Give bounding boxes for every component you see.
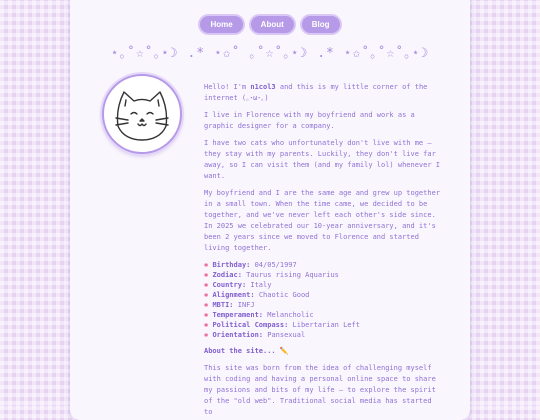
fact-item: ✱ Country: Italy	[204, 281, 272, 289]
username: n1col3	[250, 83, 276, 91]
paragraph-cats: I have two cats who unfortunately don't live with me — they stay with my parents. Luckily, they don't live far away, so I can visit them (and my family lol) whenever I want.	[204, 139, 441, 180]
star-bullet-icon: ✱	[204, 321, 209, 329]
fact-item: ✱ MBTI: INFJ	[204, 301, 255, 309]
site-paragraph: This site was born from the idea of challenging myself with coding and having a personal online space to share my passions and bits of my life — to explore the spirit of the "old web". Traditional social media has started to	[204, 364, 436, 416]
star-bullet-icon: ✱	[204, 301, 209, 309]
fact-item: ✱ Zodiac: Taurus rising Aquarius	[204, 271, 339, 279]
main-card	[70, 0, 470, 420]
star-divider: ⋆｡˚☆˚｡⋆☽ .* ⋆✩˚ ｡˚☆˚｡⋆☽ .* ⋆✩˚｡˚☆˚｡⋆☽	[110, 46, 430, 61]
about-content	[204, 82, 440, 420]
top-nav	[70, 16, 470, 33]
fact-item: ✱ Temperament: Melancholic	[204, 311, 314, 319]
star-bullet-icon: ✱	[204, 311, 209, 319]
paragraph-location: I live in Florence with my boyfriend and work as a graphic designer for a company.	[204, 111, 415, 130]
avatar	[102, 74, 182, 154]
nav-blog-button[interactable]: Blog	[302, 16, 340, 33]
star-bullet-icon: ✱	[204, 291, 209, 299]
star-bullet-icon: ✱	[204, 261, 209, 269]
nav-about-button[interactable]: About	[251, 16, 294, 33]
paragraph-boyfriend: My boyfriend and I are the same age and grew up together in a small town. When the time came, we decided to be together, and we've never left each other's side since. In 2025 we celebrated our 10-year anniversary, and it's been 2 years since we moved to Florence and started living together.	[204, 189, 441, 252]
nav-home-button[interactable]: Home	[200, 16, 242, 33]
fact-item: ✱ Political Compass: Libertarian Left	[204, 321, 360, 329]
fact-item: ✱ Alignment: Chaotic Good	[204, 291, 310, 299]
star-bullet-icon: ✱	[204, 331, 209, 339]
fact-item: ✱ Birthday: 04/05/1997	[204, 261, 297, 269]
intro-paragraph: Hello! I'm n1col3 and this is my little corner of the internet (｡･ω･｡)	[204, 83, 428, 102]
fact-item: ✱ Orientation: Pansexual	[204, 331, 306, 339]
star-bullet-icon: ✱	[204, 281, 209, 289]
star-bullet-icon: ✱	[204, 271, 209, 279]
site-section-title: About the site... ✏️	[204, 347, 289, 355]
facts-list	[204, 260, 440, 340]
cat-face-icon	[104, 76, 180, 152]
